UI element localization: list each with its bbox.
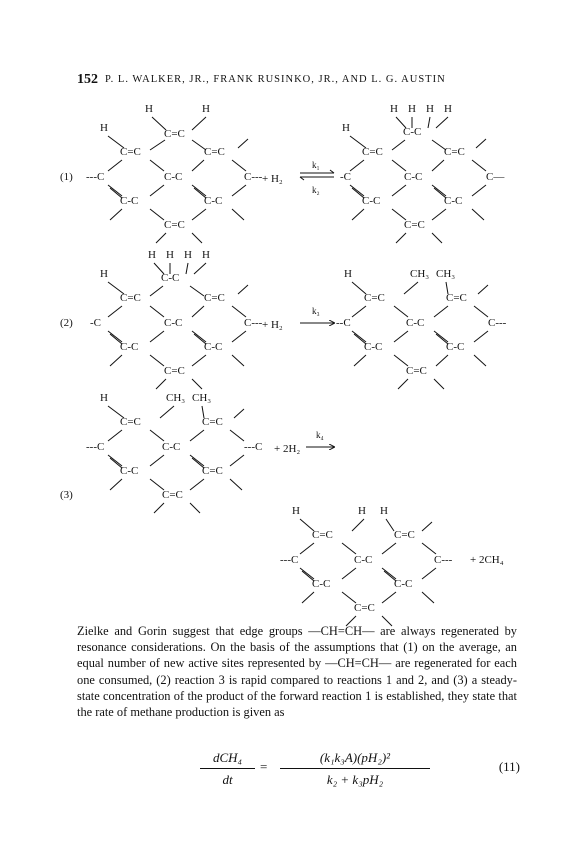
svg-text:C=C: C=C [446,292,467,304]
svg-text:-C: -C [340,171,351,183]
svg-text:C-C: C-C [403,126,422,138]
svg-text:C=C: C=C [120,416,141,428]
lhs-numerator: dCH₄ [200,748,255,769]
svg-text:C-C: C-C [364,341,383,353]
svg-text:H: H [426,103,434,115]
r3-reagent: + 2H₂ [274,443,301,455]
svg-text:---C: ---C [86,441,105,453]
body-text [77,623,517,720]
svg-text:CH₃: CH₃ [436,268,456,280]
r1-product-structure [340,103,505,243]
svg-text:C-C: C-C [362,195,381,207]
svg-text:C=C: C=C [120,146,141,158]
r1-h-left: H [100,122,108,134]
r3-product-methane: + 2CH₄ [470,554,504,566]
svg-text:CH₃: CH₃ [410,268,430,280]
r1-number: (1) [60,171,73,183]
svg-text:C=C: C=C [164,219,185,231]
svg-text:H: H [202,249,210,261]
svg-text:C---: C--- [244,171,263,183]
svg-text:C-C: C-C [120,341,139,353]
svg-text:C=C: C=C [406,365,427,377]
svg-text:C=C: C=C [444,146,465,158]
svg-text:C=C: C=C [204,146,225,158]
svg-text:H: H [444,103,452,115]
equation-rhs [280,748,430,788]
svg-text:C=C: C=C [162,489,183,501]
rhs-numerator: (k₁k₃A)(pH₂)² [280,748,430,769]
r1-k1: k₁ [312,160,320,170]
svg-text:C-C: C-C [120,465,139,477]
svg-text:C-C: C-C [161,272,180,284]
r2-reactant-structure [60,249,263,389]
svg-text:C=C: C=C [202,465,223,477]
paragraph: Zielke and Gorin suggest that edge groups —CH=CH— are always regenerated by resonance considerations. On the basis of the assumptions that (1) on the average, an equal number of new active sites represented by —CH=CH— are regenerated for each one consumed, (2) reaction 3 is rapid compared to reactions 1 and 2, and (3) a steady-state concentration of the product of the forward reaction 1 is established, they state that the rate of methane production is given as [77,624,517,720]
svg-text:C=C: C=C [202,416,223,428]
svg-text:-C: -C [90,317,101,329]
lhs-denominator: dt [222,772,233,787]
equation-lhs [200,748,255,788]
svg-text:C=C: C=C [394,529,415,541]
svg-text:H: H [358,505,366,517]
r1-h-top-right: H [202,103,210,115]
svg-text:---C: ---C [86,171,105,183]
svg-text:C-C: C-C [394,578,413,590]
svg-text:H: H [166,249,174,261]
svg-text:C-C: C-C [164,171,183,183]
r1-k2: k₂ [312,185,320,195]
svg-text:C=C: C=C [354,602,375,614]
r3-k4: k₄ [316,430,324,440]
svg-text:C=C: C=C [404,219,425,231]
equals-sign: = [260,759,268,774]
svg-text:H: H [100,268,108,280]
r2-product-structure [336,268,507,389]
svg-text:H: H [380,505,388,517]
r3-product-structure [280,505,504,626]
svg-text:C---: C--- [434,554,453,566]
equation-number: (11) [498,759,520,774]
svg-text:C=C: C=C [204,292,225,304]
svg-text:C=C: C=C [312,529,333,541]
svg-text:C-C: C-C [406,317,425,329]
r1-arrow [262,160,334,195]
page-number: 152 [77,72,98,87]
svg-text:H: H [100,392,108,404]
svg-text:C---: C--- [244,317,263,329]
r2-number: (2) [60,317,73,329]
svg-text:C-C: C-C [164,317,183,329]
running-authors: P. L. WALKER, JR., FRANK RUSINKO, JR., AND L. G. AUSTIN [105,74,446,85]
svg-text:C-C: C-C [162,441,181,453]
svg-text:C-C: C-C [204,195,223,207]
r1-reactant-structure [60,103,263,243]
rhs-denominator: k₂ + k₃pH₂ [326,772,384,787]
svg-text:---C: ---C [244,441,263,453]
r1-reagent: + H₂ [262,173,283,185]
svg-text:C-C: C-C [120,195,139,207]
svg-text:H: H [408,103,416,115]
r3-arrow [274,430,334,455]
svg-text:C=C: C=C [164,128,185,140]
svg-text:C-C: C-C [204,341,223,353]
svg-text:H: H [292,505,300,517]
svg-text:C=C: C=C [120,292,141,304]
svg-text:C=C: C=C [164,365,185,377]
equation-11 [200,748,520,800]
svg-text:CH₃: CH₃ [192,392,212,404]
r2-k3: k₃ [312,306,320,316]
svg-text:H: H [342,122,350,134]
svg-text:C-C: C-C [446,341,465,353]
svg-text:H: H [148,249,156,261]
r2-arrow [262,306,334,331]
svg-text:C—: C— [486,171,505,183]
svg-text:C-C: C-C [404,171,423,183]
svg-text:C=C: C=C [364,292,385,304]
r1-h-top-left: H [145,103,153,115]
svg-text:--C: --C [336,317,351,329]
svg-text:C-C: C-C [354,554,373,566]
svg-text:H: H [344,268,352,280]
r2-reagent: + H₂ [262,319,283,331]
svg-text:C---: C--- [488,317,507,329]
svg-text:H: H [390,103,398,115]
svg-text:C-C: C-C [312,578,331,590]
svg-text:C-C: C-C [444,195,463,207]
svg-text:---C: ---C [280,554,299,566]
svg-text:C=C: C=C [362,146,383,158]
svg-text:CH₃: CH₃ [166,392,186,404]
r3-reactant-structure [60,392,262,513]
svg-text:H: H [184,249,192,261]
r3-number: (3) [60,489,73,501]
